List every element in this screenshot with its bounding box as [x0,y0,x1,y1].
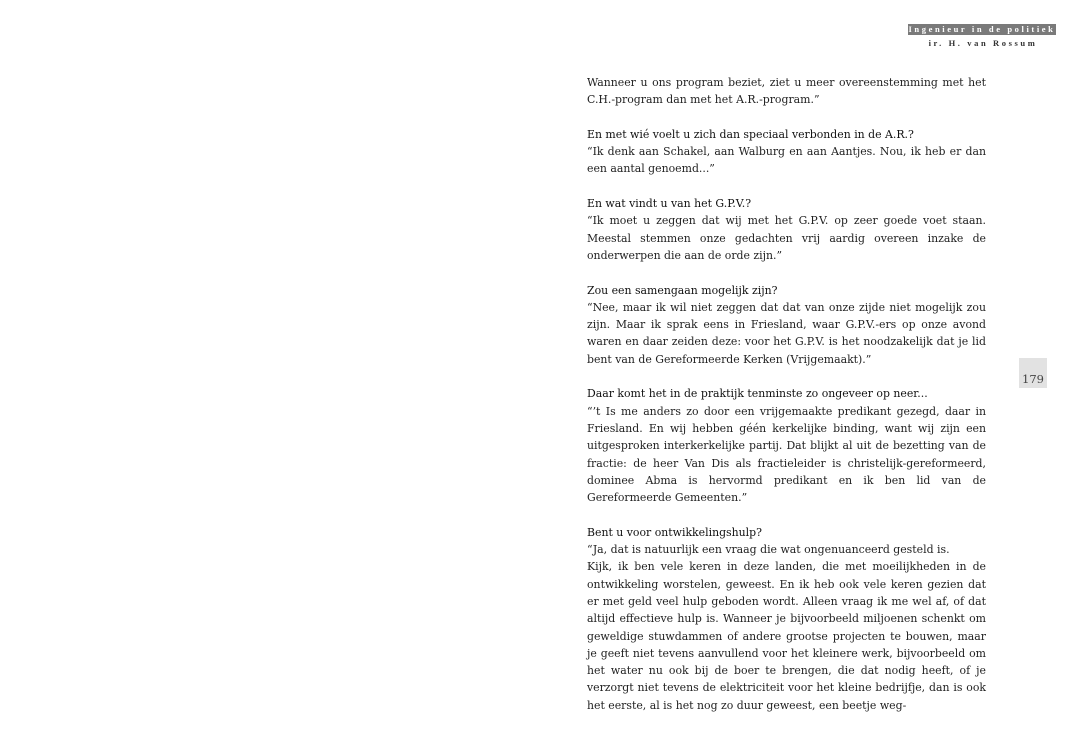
answer-paragraph: “Ik denk aan Schakel, aan Walburg en aan Aantjes. Nou, ik heb er dan een aantal genoemd...” [587,145,986,176]
interviewer-question: Bent u voor ontwikkelingshulp? [587,525,762,539]
interview-text [587,74,986,714]
running-header-author: ir. H. van Rossum [928,38,1038,48]
page-number: 179 [1022,372,1044,386]
running-header-title: Ingenieur in de politiek [908,24,1056,34]
interviewer-question: En met wié voelt u zich dan speciaal verbonden in de A.R.? [587,127,914,141]
answer-paragraph: “’t Is me anders zo door een vrijgemaakte predikant gezegd, daar in Friesland. En wij hebben géén kerkelijke binding, want wij zijn een uitgesproken interkerkelijke partij. Dat blijkt al uit de bezetting van de fractie: de heer Van Dis als fractieleider is christelijk-gereformeerd, dominee Abma is hervormd predikant en ik ben lid van de Gereformeerde Gemeenten.” [587,404,986,505]
answer-paragraph: Kijk, ik ben vele keren in deze landen, die met moeilijkheden in de ontwikkeling worstelen, geweest. En ik heb ook vele keren gezien dat er met geld veel hulp geboden wordt. Alleen vraag ik me wel af, of dat altijd effectieve hulp is. Wanneer je bijvoorbeeld miljoenen schenkt om geweldige stuwdammen of andere grootse projecten te bouwen, maar je geeft niet tevens aanvullend voor het kleinere werk, bijvoorbeeld om het water nu ook bij de boer te brengen, die dat nodig heeft, of je verzorgt niet tevens de elektriciteit voor het kleine bedrijfje, dan is ook het eerste, al is het nog zo duur geweest, een beetje weg- [587,560,986,712]
interviewer-question: Daar komt het in de praktijk tenminste zo ongeveer op neer... [587,387,928,401]
interviewer-question: Zou een samengaan mogelijk zijn? [587,283,778,297]
answer-paragraph: “Ja, dat is natuurlijk een vraag die wat ongenuanceerd gesteld is. [587,543,950,557]
answer-paragraph: “Nee, maar ik wil niet zeggen dat dat van onze zijde niet mogelijk zou zijn. Maar ik sprak eens in Friesland, waar G.P.V.-ers op onze avond waren en daar zeiden deze: voor het G.P.V. is het noodzakelijk dat je lid bent van de Gereformeerde Kerken (Vrijgemaakt).” [587,300,986,366]
interviewer-question: En wat vindt u van het G.P.V.? [587,197,752,211]
answer-paragraph: “Ik moet u zeggen dat wij met het G.P.V. op zeer goede voet staan. Meestal stemmen onze gedachten vrij aardig overeen inzake de onderwerpen die aan de orde zijn.” [587,214,986,262]
page-number-tab [1019,358,1047,388]
answer-paragraph: Wanneer u ons program beziet, ziet u meer overeenstemming met het C.H.-program dan met het A.R.-program.” [587,76,986,107]
